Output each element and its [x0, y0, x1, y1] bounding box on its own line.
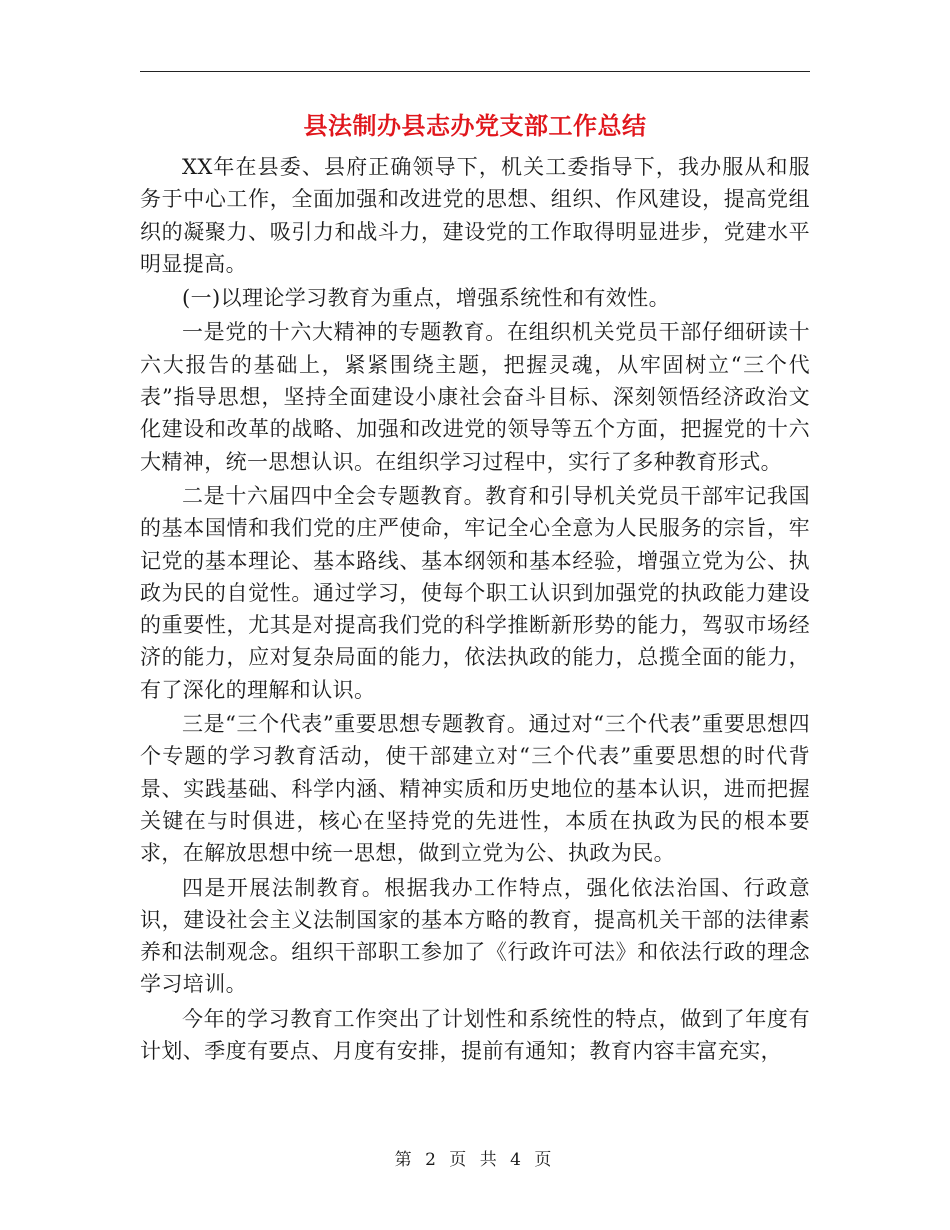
paragraph-item-one: 一是党的十六大精神的专题教育。在组织机关党员干部仔细研读十六大报告的基础上，紧紧围绕主题，把握灵魂，从牢固树立“三个代表”指导思想，坚持全面建设小康社会奋斗目标、深刻领悟经济政治文化建设和改革的战略、加强和改进党的领导等五个方面，把握党的十六大精神，统一思想认识。在组织学习过程中，实行了多种教育形式。 [140, 320, 810, 474]
paragraph-summary: 今年的学习教育工作突出了计划性和系统性的特点，做到了年度有计划、季度有要点、月度有安排，提前有通知；教育内容丰富充实， [140, 1006, 810, 1064]
paragraph-section-heading: (一)以理论学习教育为重点，增强系统性和有效性。 [182, 286, 670, 311]
document-body [140, 151, 810, 1111]
paragraph-item-three: 三是“三个代表”重要思想专题教育。通过对“三个代表”重要思想四个专题的学习教育活动，使干部建立对“三个代表”重要思想的时代背景、实践基础、科学内涵、精神实质和历史地位的基本认识，进而把握关键在与时俱进，核心在坚持党的先进性，本质在执政为民的根本要求，在解放思想中统一思想，做到立党为公、执政为民。 [140, 712, 810, 866]
page-number: 第 2 页 共 4 页 [394, 1150, 556, 1170]
paragraph-intro: XX年在县委、县府正确领导下，机关工委指导下，我办服从和服务于中心工作，全面加强和改进党的思想、组织、作风建设，提高党组织的凝聚力、吸引力和战斗力，建设党的工作取得明显进步，党建水平明显提高。 [140, 155, 810, 276]
header-rule [140, 71, 810, 72]
paragraph-item-four: 四是开展法制教育。根据我办工作特点，强化依法治国、行政意识，建设社会主义法制国家的基本方略的教育，提高机关干部的法律素养和法制观念。组织干部职工参加了《行政许可法》和依法行政的理念学习培训。 [140, 875, 810, 997]
document-title: 县法制办县志办党支部工作总结 [303, 111, 647, 140]
paragraph-item-two: 二是十六届四中全会专题教育。教育和引导机关党员干部牢记我国的基本国情和我们党的庄严使命，牢记全心全意为人民服务的宗旨，牢记党的基本理论、基本路线、基本纲领和基本经验，增强立党为公、执政为民的自觉性。通过学习，使每个职工认识到加强党的执政能力建设的重要性，尤其是对提高我们党的科学推断新形势的能力，驾驭市场经济的能力，应对复杂局面的能力，依法执政的能力，总揽全面的能力，有了深化的理解和认识。 [140, 483, 810, 702]
